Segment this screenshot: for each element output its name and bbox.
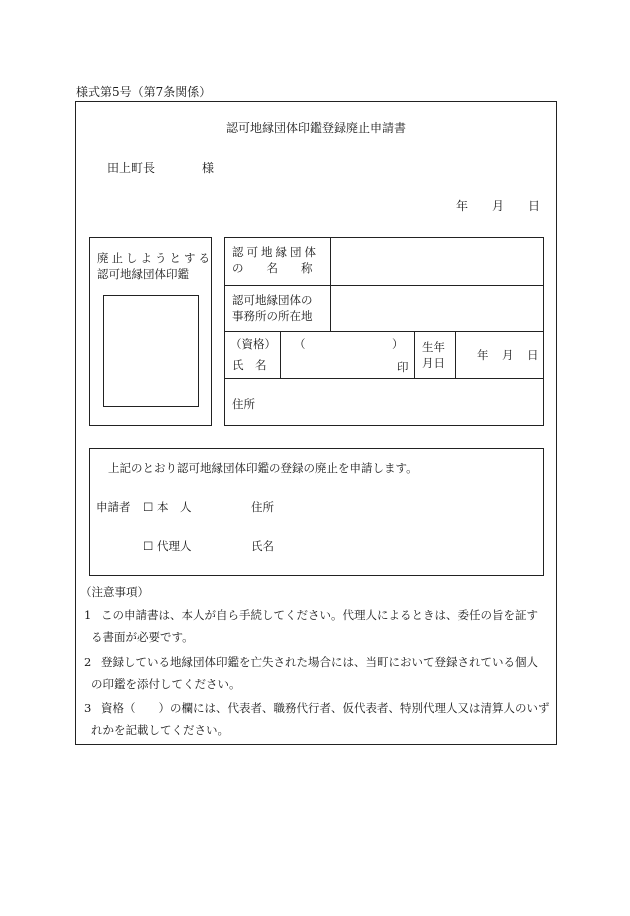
self-checkbox[interactable]: ☐ (143, 500, 154, 514)
note-2-line-2: の印鑑を添付してください。 (91, 677, 241, 691)
qualification-field[interactable] (305, 334, 389, 352)
note-3-number: 3 (84, 701, 92, 715)
form-title: 認可地縁団体印鑑登録廃止申請書 (226, 121, 407, 135)
seal-box-label-2: 認可地縁団体印鑑 (97, 267, 189, 281)
birth-label-1: 生年 (422, 340, 445, 354)
date-month: 月 (492, 199, 505, 213)
proxy-label: 代理人 (157, 539, 192, 553)
birth-month: 月 (502, 348, 514, 362)
seal-box-label-1: 廃止しようとする (97, 251, 213, 265)
applicant-name-label: 氏名 (251, 539, 274, 553)
address-field[interactable] (262, 382, 540, 422)
qualification-paren-open: （ (294, 337, 306, 351)
date-day: 日 (528, 199, 541, 213)
office-address-field[interactable] (332, 287, 542, 329)
note-3-line-2: れかを記載してください。 (91, 723, 229, 737)
application-statement: 上記のとおり認可地縁団体印鑑の登録の廃止を申請します。 (108, 461, 418, 475)
form-number: 様式第5号（第7条関係） (76, 85, 212, 99)
self-label: 本 人 (157, 500, 192, 514)
org-name-label-1: 認可地縁団体 (232, 245, 319, 259)
proxy-checkbox[interactable]: ☐ (143, 539, 154, 553)
birth-label-2: 月日 (422, 356, 445, 370)
seal-impression-area[interactable] (103, 295, 199, 407)
applicant-name-field[interactable] (280, 535, 536, 555)
addressee-honorific: 様 (202, 161, 215, 175)
office-label-2: 事務所の所在地 (232, 309, 313, 323)
birth-year: 年 (477, 348, 489, 362)
note-1-line-2: る書面が必要です。 (91, 630, 194, 644)
date-year: 年 (456, 199, 469, 213)
org-name-field[interactable] (332, 239, 542, 283)
note-2-number: 2 (84, 655, 92, 669)
qualification-paren-close: ） (392, 337, 404, 351)
applicant-label: 申請者 (96, 500, 131, 514)
applicant-address-field[interactable] (280, 496, 536, 516)
office-label-1: 認可地縁団体の (232, 293, 313, 307)
seal-mark: 印 (397, 360, 409, 374)
note-1-line-1: この申請書は、本人が自ら手続してください。代理人によるときは、委任の旨を証す (101, 608, 538, 622)
note-3-line-1: 資格（ ）の欄には、代表者、職務代行者、仮代表者、特別代理人又は清算人のいず (101, 701, 550, 715)
addressee: 田上町長 (107, 161, 156, 175)
org-name-label-2: の 名 称 (232, 261, 313, 275)
qualification-label: （資格） (230, 337, 276, 351)
birth-day: 日 (527, 348, 539, 362)
representative-name-field[interactable] (284, 354, 394, 374)
notes-heading: （注意事項） (80, 585, 149, 599)
address-label: 住所 (232, 397, 255, 411)
representative-name-label: 氏 名 (232, 358, 267, 372)
note-2-line-1: 登録している地縁団体印鑑を亡失された場合には、当町において登録されている個人 (101, 655, 538, 669)
applicant-address-label: 住所 (251, 500, 274, 514)
note-1-number: 1 (84, 608, 92, 622)
